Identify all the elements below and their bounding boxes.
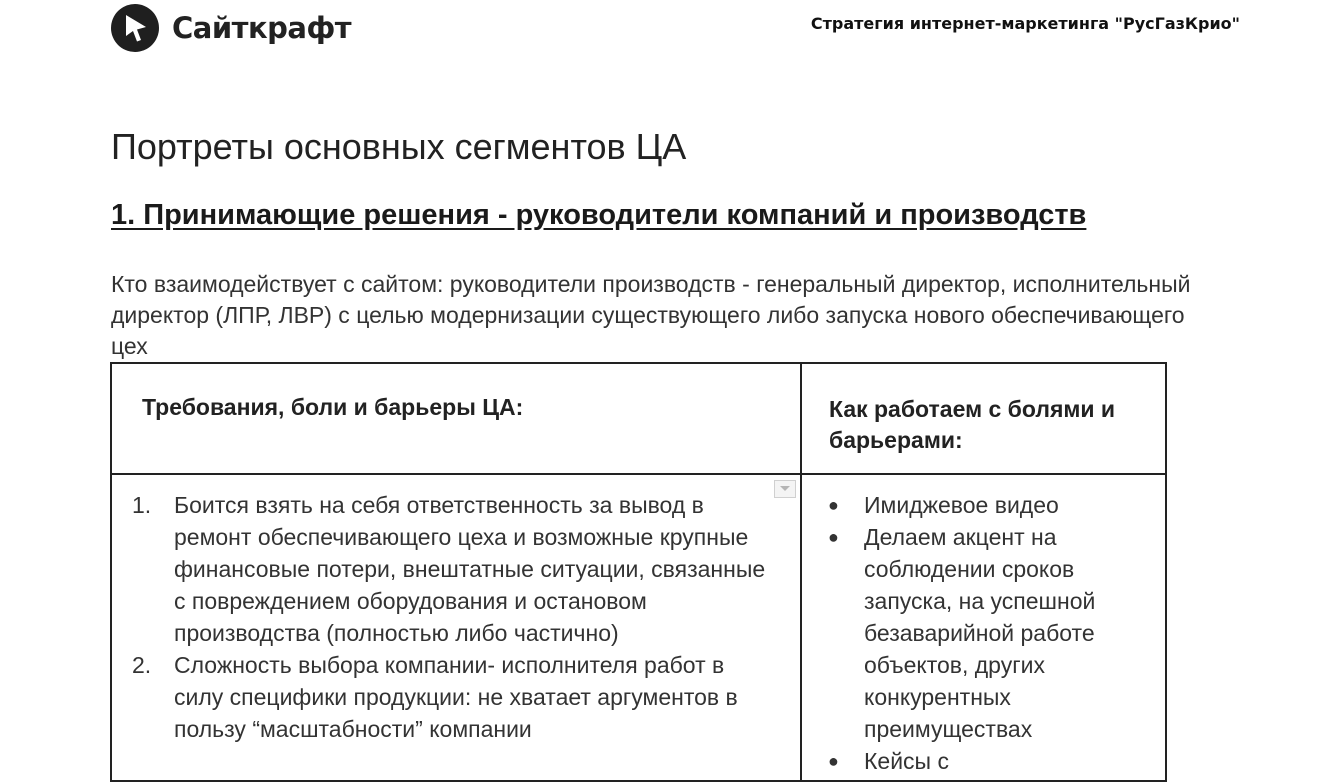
list-item (820, 745, 1150, 777)
cursor-logo-icon (110, 3, 160, 53)
section-intro: Кто взаимодействует с сайтом: руководители производств - генеральный директор, исполнительный директор (ЛПР, ЛВР) с целью модернизации существующего либо запуска нового обеспечивающего цех (111, 271, 1191, 359)
list-item-text: Делаем акцент на соблюдении сроков запуска, на успешной безаварийной работе объектов, других конкурентных преимуществах (864, 524, 1096, 742)
list-item (130, 489, 770, 649)
page-title: Портреты основных сегментов ЦА (111, 126, 687, 167)
list-item-text: Имиджевое видео (864, 492, 1059, 518)
table-row-divider (112, 473, 1165, 475)
table-column-divider (800, 364, 802, 780)
list-item (820, 521, 1150, 745)
table-header-pains: Требования, боли и барьеры ЦА: (142, 394, 524, 420)
list-item-text: Кейсы с (864, 748, 949, 774)
brand-name: Сайткрафт (172, 11, 352, 45)
segment-table (110, 362, 1167, 782)
bullet-marker: ● (828, 751, 839, 771)
list-item-text: Боится взять на себя ответственность за вывод в ремонт обеспечивающего цеха и возможные крупные финансовые потери, внештатные ситуации, связанные с повреждением оборудования и остановом производства (полностью либо частично) (174, 492, 766, 646)
list-item-text: Сложность выбора компании- исполнителя работ в силу специфики продукции: не хватает аргументов в пользу “масштабности” компании (174, 652, 738, 742)
bullet-marker: ● (828, 495, 839, 515)
pains-list (130, 489, 770, 745)
list-item (130, 649, 770, 745)
solutions-list (820, 489, 1150, 777)
bullet-marker: ● (828, 527, 839, 547)
list-marker: 2. (132, 652, 152, 678)
list-marker: 1. (132, 492, 152, 518)
table-header-solutions: Как работаем с болями и барьерами: (829, 396, 1116, 453)
dropdown-arrow-icon (779, 485, 791, 493)
section-heading: 1. Принимающие решения - руководители компаний и производств (111, 199, 1087, 231)
brand-logo[interactable] (110, 3, 351, 53)
list-item (820, 489, 1150, 521)
cell-dropdown[interactable] (774, 480, 796, 498)
document-header-title: Стратегия интернет-маркетинга "РусГазКрио" (810, 14, 1240, 33)
